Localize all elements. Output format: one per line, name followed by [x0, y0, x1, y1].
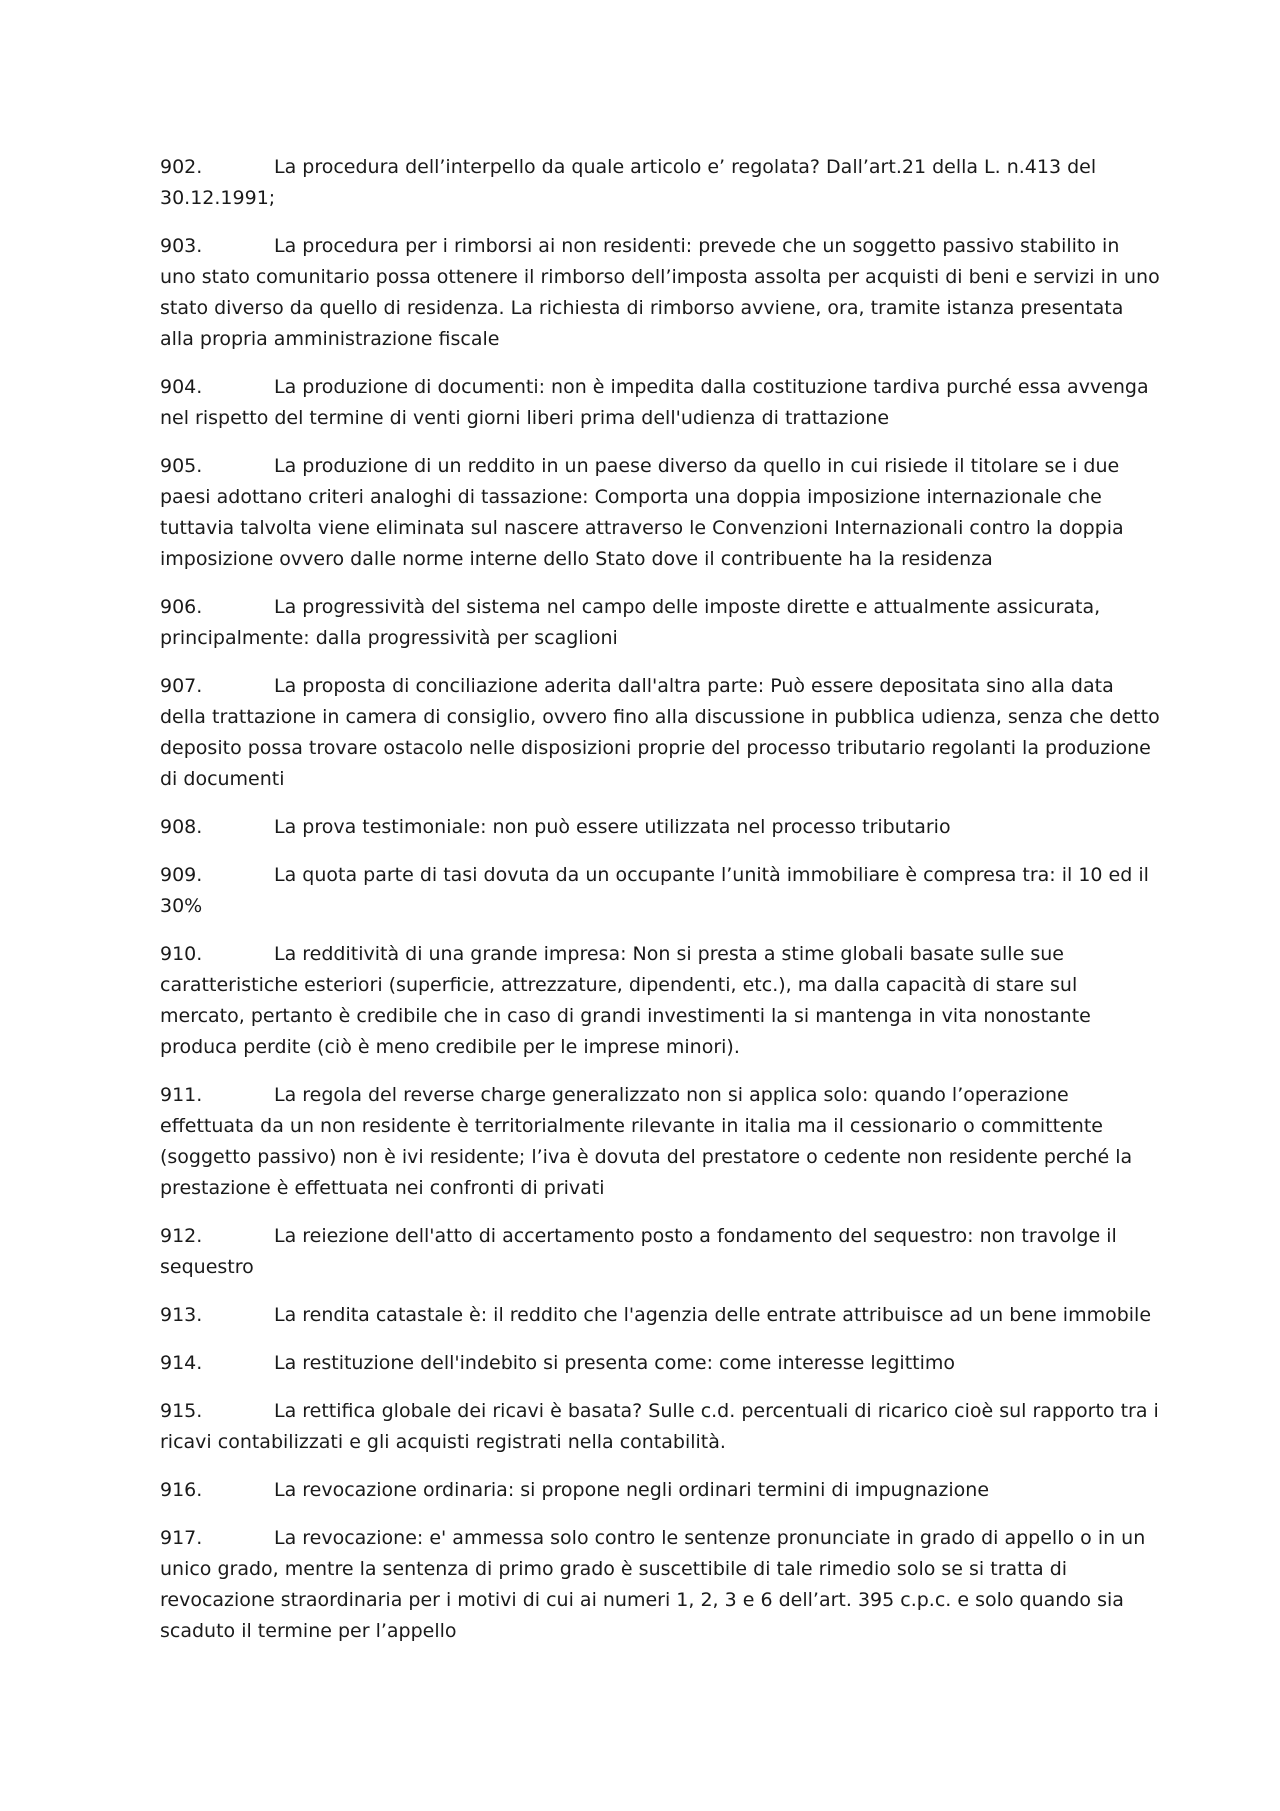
item-number: 907. [160, 675, 203, 697]
item-text: La rettifica globale dei ricavi è basata? Sulle c.d. percentuali di ricarico cioè sul rapporto tra i ricavi contabilizzati e gli acquisti registrati nella contabilità. [160, 1400, 1159, 1453]
item-text: La revocazione: e' ammessa solo contro le sentenze pronunciate in grado di appello o in un unico grado, mentre la sentenza di primo grado è suscettibile di tale rimedio solo se si tratta di revocazione straordinaria per i motivi di cui ai numeri 1, 2, 3 e 6 dell’art. 395 c.p.c. e solo quando sia scaduto il termine per l’appello [160, 1527, 1146, 1642]
item-number: 902. [160, 156, 203, 178]
list-item [160, 451, 1160, 575]
item-number: 917. [160, 1527, 203, 1549]
list-item [160, 671, 1160, 795]
list-item [160, 939, 1160, 1063]
item-text: La rendita catastale è: il reddito che l'agenzia delle entrate attribuisce ad un bene immobile [274, 1304, 1152, 1326]
item-number: 916. [160, 1479, 203, 1501]
item-number: 908. [160, 816, 203, 838]
item-number: 911. [160, 1084, 203, 1106]
item-text: La proposta di conciliazione aderita dall'altra parte: Può essere depositata sino alla data della trattazione in camera di consiglio, ovvero fino alla discussione in pubblica udienza, senza che detto deposito possa trovare ostacolo nelle disposizioni proprie del processo tributario regolanti la produzione di documenti [160, 675, 1160, 790]
list-item [160, 1080, 1160, 1204]
list-item [160, 1396, 1160, 1458]
item-text: La progressività del sistema nel campo delle imposte dirette e attualmente assicurata, principalmente: dalla progressività per scaglioni [160, 596, 1101, 649]
item-text: La prova testimoniale: non può essere utilizzata nel processo tributario [274, 816, 951, 838]
item-number: 913. [160, 1304, 203, 1326]
item-number: 905. [160, 455, 203, 477]
list-item [160, 1523, 1160, 1647]
item-number: 915. [160, 1400, 203, 1422]
item-text: La procedura dell’interpello da quale articolo e’ regolata? Dall’art.21 della L. n.413 del 30.12.1991; [160, 156, 1097, 209]
list-item [160, 1221, 1160, 1283]
item-text: La revocazione ordinaria: si propone negli ordinari termini di impugnazione [274, 1479, 990, 1501]
item-number: 912. [160, 1225, 203, 1247]
list-item [160, 860, 1160, 922]
item-text: La regola del reverse charge generalizzato non si applica solo: quando l’operazione effettuata da un non residente è territorialmente rilevante in italia ma il cessionario o committente (soggetto passivo) non è ivi residente; l’iva è dovuta del prestatore o cedente non residente perché la prestazione è effettuata nei confronti di privati [160, 1084, 1133, 1199]
item-number: 904. [160, 376, 203, 398]
item-text: La produzione di un reddito in un paese diverso da quello in cui risiede il titolare se i due paesi adottano criteri analoghi di tassazione: Comporta una doppia imposizione internazionale che tuttavia talvolta viene eliminata sul nascere attraverso le Convenzioni Internazionali contro la doppia imposizione ovvero dalle norme interne dello Stato dove il contribuente ha la residenza [160, 455, 1124, 570]
list-item [160, 152, 1160, 214]
item-number: 906. [160, 596, 203, 618]
item-text: La procedura per i rimborsi ai non residenti: prevede che un soggetto passivo stabilito in uno stato comunitario possa ottenere il rimborso dell’imposta assolta per acquisti di beni e servizi in uno stato diverso da quello di residenza. La richiesta di rimborso avviene, ora, tramite istanza presentata alla propria amministrazione fiscale [160, 235, 1160, 350]
list-item [160, 1348, 1160, 1379]
list-item [160, 231, 1160, 355]
item-text: La redditività di una grande impresa: Non si presta a stime globali basate sulle sue caratteristiche esteriori (superficie, attrezzature, dipendenti, etc.), ma dalla capacità di stare sul mercato, pertanto è credibile che in caso di grandi investimenti la si mantenga in vita nonostante produca perdite (ciò è meno credibile per le imprese minori). [160, 943, 1091, 1058]
item-number: 909. [160, 864, 203, 886]
item-text: La reiezione dell'atto di accertamento posto a fondamento del sequestro: non travolge il sequestro [160, 1225, 1117, 1278]
item-text: La quota parte di tasi dovuta da un occupante l’unità immobiliare è compresa tra: il 10 ed il 30% [160, 864, 1149, 917]
list-item [160, 1475, 1160, 1506]
item-number: 914. [160, 1352, 203, 1374]
list-item [160, 812, 1160, 843]
item-number: 910. [160, 943, 203, 965]
list-item [160, 592, 1160, 654]
document-body [160, 152, 1160, 1664]
item-text: La restituzione dell'indebito si presenta come: come interesse legittimo [274, 1352, 956, 1374]
item-number: 903. [160, 235, 203, 257]
list-item [160, 1300, 1160, 1331]
item-text: La produzione di documenti: non è impedita dalla costituzione tardiva purché essa avvenga nel rispetto del termine di venti giorni liberi prima dell'udienza di trattazione [160, 376, 1149, 429]
list-item [160, 372, 1160, 434]
